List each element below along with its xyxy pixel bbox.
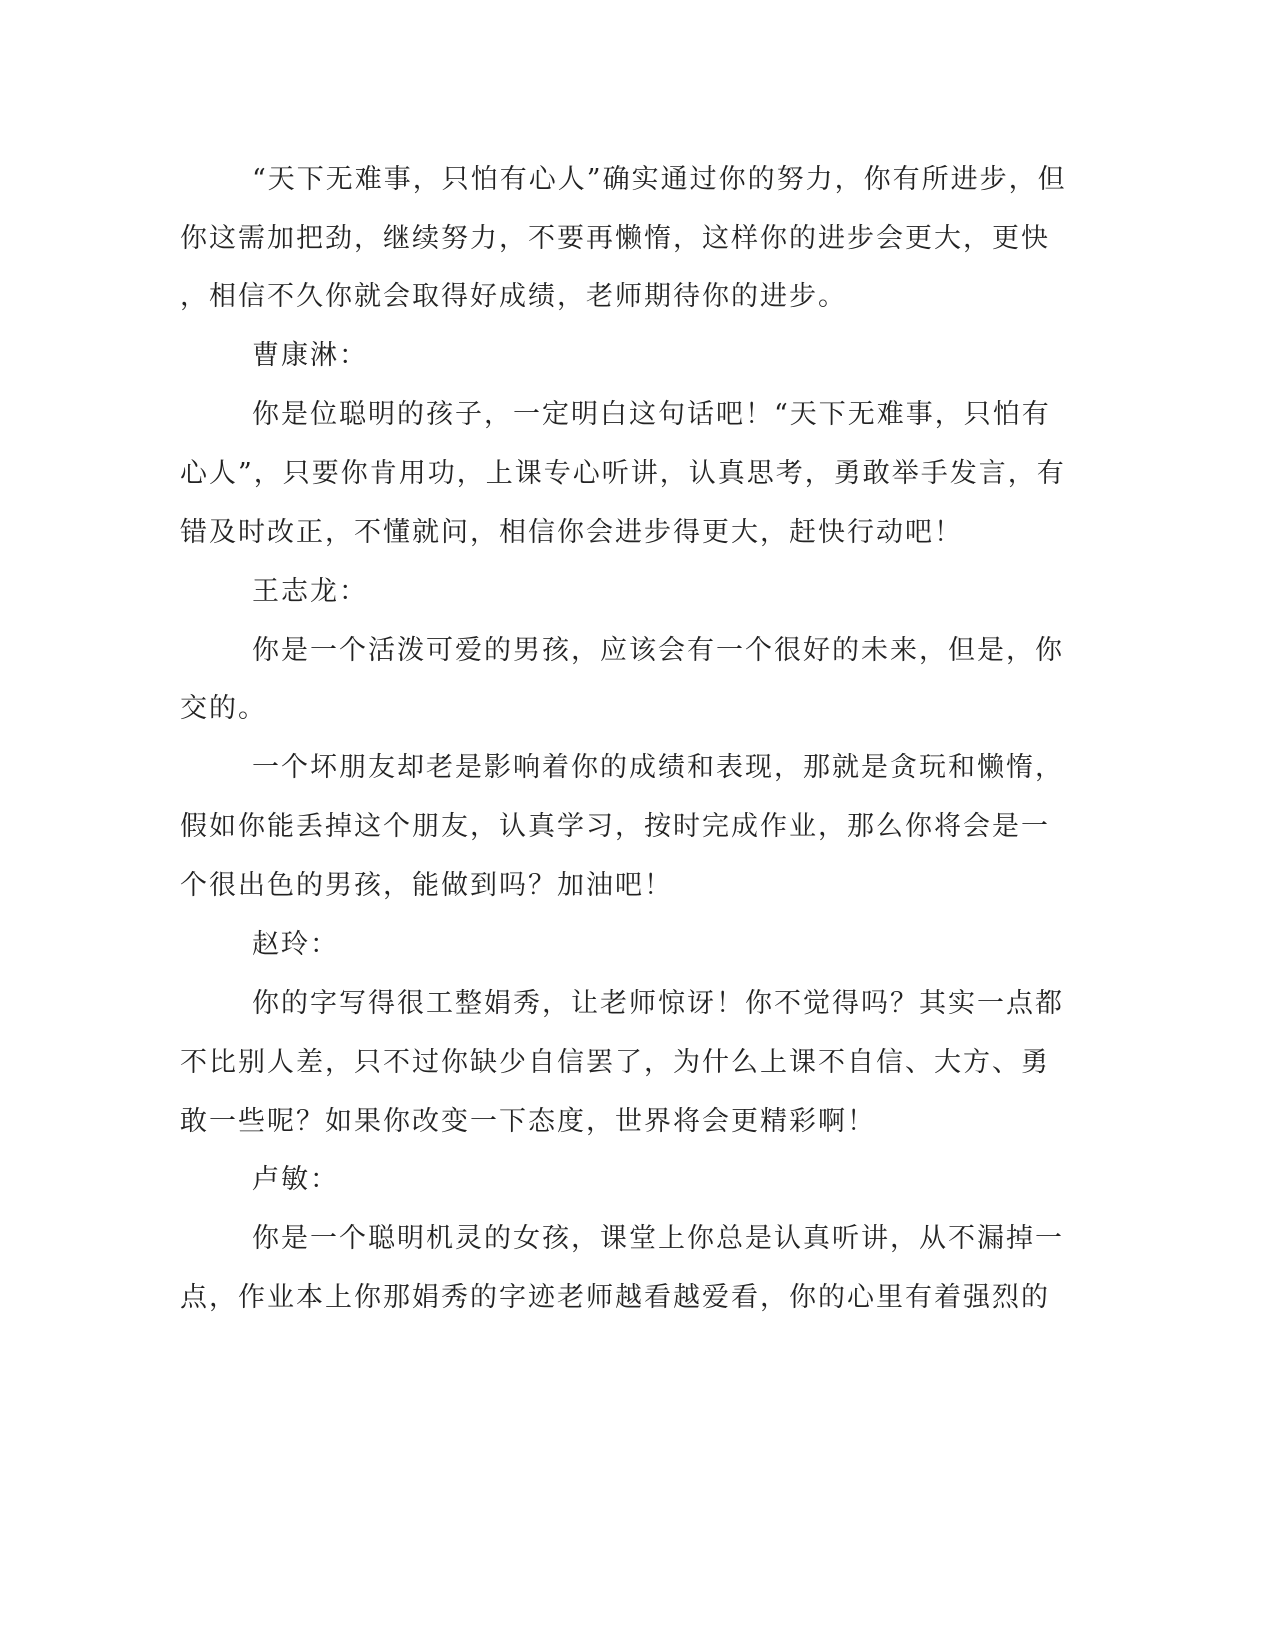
text-line: 你的字写得很工整娟秀，让老师惊讶！你不觉得吗？其实一点都	[252, 988, 1064, 1019]
text-line: 你是一个活泼可爱的男孩，应该会有一个很好的未来，但是，你	[252, 635, 1064, 666]
text-line: 不比别人差，只不过你缺少自信罢了，为什么上课不自信、大方、勇	[180, 1047, 1050, 1078]
text-line: 一个坏朋友却老是影响着你的成绩和表现，那就是贪玩和懒惰，	[252, 752, 1064, 783]
text-line: 心人”，只要你肯用功，上课专心听讲，认真思考，勇敢举手发言，有	[180, 458, 1066, 489]
student-name-heading: 赵玲：	[252, 929, 339, 960]
student-name-heading: 曹康淋：	[252, 340, 368, 371]
text-line: 假如你能丢掉这个朋友，认真学习，按时完成作业，那么你将会是一	[180, 811, 1050, 842]
text-line: 敢一些呢？如果你改变一下态度，世界将会更精彩啊！	[180, 1106, 876, 1137]
text-line: 个很出色的男孩，能做到吗？加油吧！	[180, 870, 673, 901]
text-line: 你是位聪明的孩子，一定明白这句话吧！“天下无难事，只怕有	[252, 399, 1051, 430]
text-line: 你这需加把劲，继续努力，不要再懒惰，这样你的进步会更大，更快	[180, 223, 1050, 254]
text-line: 交的。	[180, 693, 267, 724]
student-name-heading: 卢敏：	[252, 1164, 339, 1195]
text-line: “天下无难事，只怕有心人”确实通过你的努力，你有所进步，但	[252, 164, 1067, 195]
text-line: 你是一个聪明机灵的女孩，课堂上你总是认真听讲，从不漏掉一	[252, 1223, 1064, 1254]
text-line: 点，作业本上你那娟秀的字迹老师越看越爱看，你的心里有着强烈的	[180, 1282, 1050, 1313]
student-name-heading: 王志龙：	[252, 576, 368, 607]
text-line: ，相信不久你就会取得好成绩，老师期待你的进步。	[180, 281, 847, 312]
text-line: 错及时改正，不懂就问，相信你会进步得更大，赶快行动吧！	[180, 517, 963, 548]
